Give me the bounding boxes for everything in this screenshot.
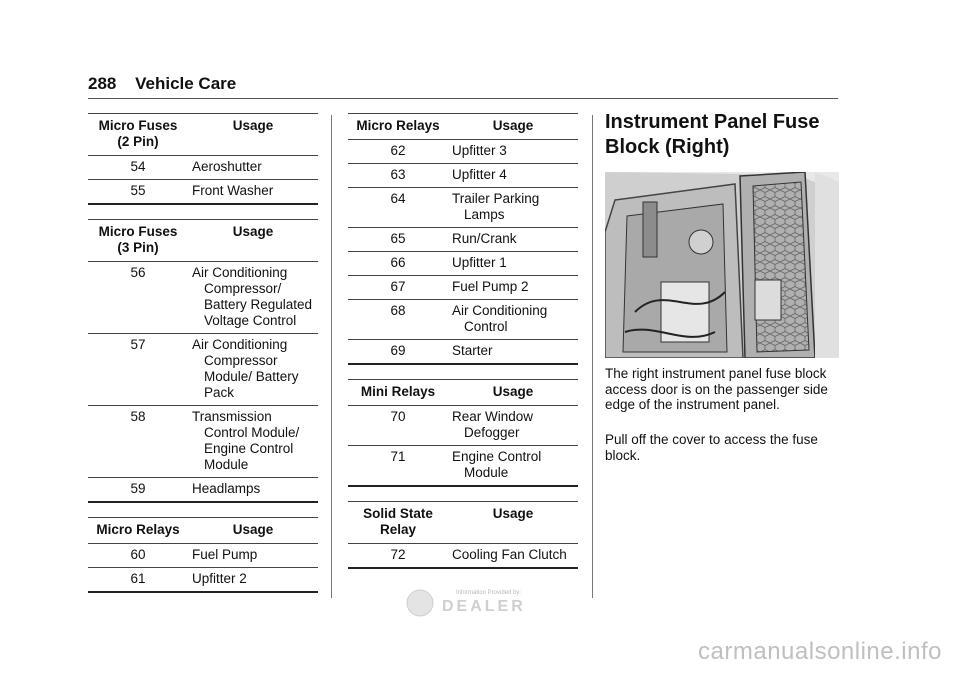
fuse-usage: Starter: [448, 340, 578, 365]
section-title: Vehicle Care: [135, 74, 237, 93]
table-row: [88, 156, 318, 180]
watermark-caption: Information Provided by:: [456, 590, 522, 596]
section-heading: Instrument Panel Fuse Block (Right): [605, 111, 820, 158]
fuse-block-photo: [605, 172, 839, 358]
table-row: [348, 276, 578, 300]
table-header-cell: Usage: [448, 380, 578, 406]
table-row: [348, 544, 578, 569]
fuse-number: 56: [88, 262, 188, 334]
table-row: [88, 544, 318, 568]
table-row: [88, 262, 318, 334]
fuse-number: 72: [348, 544, 448, 569]
fuse-usage: Aeroshutter: [188, 156, 318, 180]
page-number: 288: [88, 74, 117, 93]
table-row: [348, 340, 578, 365]
fuse-table: [88, 219, 318, 503]
table-header-cell: Usage: [188, 220, 318, 262]
fuse-usage: Fuel Pump 2: [448, 276, 578, 300]
column-middle: [348, 113, 578, 583]
table-header-cell: Micro Fuses (3 Pin): [88, 220, 188, 262]
fuse-number: 64: [348, 188, 448, 228]
table-header-cell: Usage: [448, 114, 578, 140]
fuse-number: 71: [348, 446, 448, 487]
fuse-number: 70: [348, 406, 448, 446]
fuse-usage: Headlamps: [188, 478, 318, 503]
fuse-table: [348, 113, 578, 365]
fuse-usage: Air Conditioning Control: [448, 300, 578, 340]
table-row: [348, 252, 578, 276]
table-row: [348, 164, 578, 188]
table-row: [88, 406, 318, 478]
table-row: [88, 334, 318, 406]
table-row: [348, 228, 578, 252]
fuse-number: 65: [348, 228, 448, 252]
paragraph: Pull off the cover to access the fuse block.: [605, 432, 818, 463]
paragraph: The right instrument panel fuse block access door is on the passenger side edge of the instrument panel.: [605, 366, 828, 412]
fuse-number: 61: [88, 568, 188, 593]
column-divider: [331, 115, 332, 598]
fuse-number: 66: [348, 252, 448, 276]
fuse-usage: Front Washer: [188, 180, 318, 205]
fuse-usage: Upfitter 2: [188, 568, 318, 593]
header-rule: [88, 98, 838, 99]
fuse-usage: Air Conditioning Compressor/ Battery Regulated Voltage Control: [188, 262, 318, 334]
table-row: [88, 180, 318, 205]
fuse-usage: Cooling Fan Clutch: [448, 544, 578, 569]
table-row: [348, 406, 578, 446]
fuse-table: [348, 501, 578, 569]
fuse-number: 63: [348, 164, 448, 188]
table-header-cell: Micro Fuses (2 Pin): [88, 114, 188, 156]
table-header-cell: Mini Relays: [348, 380, 448, 406]
fuse-number: 62: [348, 140, 448, 164]
table-row: [348, 300, 578, 340]
fuse-usage: Upfitter 3: [448, 140, 578, 164]
fuse-number: 55: [88, 180, 188, 205]
site-watermark: carmanualsonline.info: [698, 638, 942, 665]
table-header-cell: Solid State Relay: [348, 502, 448, 544]
table-row: [348, 188, 578, 228]
table-row: [88, 478, 318, 503]
fuse-table: [88, 517, 318, 593]
table-row: [348, 140, 578, 164]
fuse-number: 67: [348, 276, 448, 300]
fuse-number: 68: [348, 300, 448, 340]
table-header-cell: Usage: [188, 518, 318, 544]
fuse-number: 69: [348, 340, 448, 365]
fuse-usage: Upfitter 4: [448, 164, 578, 188]
table-header-cell: Usage: [188, 114, 318, 156]
table-row: [88, 568, 318, 593]
column-divider: [592, 115, 593, 598]
table-header-cell: Micro Relays: [88, 518, 188, 544]
fuse-number: 54: [88, 156, 188, 180]
right-section: [605, 110, 840, 160]
fuse-usage: Air Conditioning Compressor Module/ Battery Pack: [188, 334, 318, 406]
fuse-usage: Trailer Parking Lamps: [448, 188, 578, 228]
fuse-usage: Rear Window Defogger: [448, 406, 578, 446]
table-row: [348, 446, 578, 487]
fuse-usage: Upfitter 1: [448, 252, 578, 276]
watermark-brand: DEALER: [442, 598, 526, 615]
column-left: [88, 113, 318, 607]
page-header: [88, 74, 236, 94]
fuse-table: [88, 113, 318, 205]
fuse-usage: Run/Crank: [448, 228, 578, 252]
fuse-usage: Fuel Pump: [188, 544, 318, 568]
fuse-number: 58: [88, 406, 188, 478]
fuse-usage: Engine Control Module: [448, 446, 578, 487]
fuse-number: 57: [88, 334, 188, 406]
watermark-logo-icon: [407, 590, 433, 616]
fuse-number: 59: [88, 478, 188, 503]
fuse-usage: Transmission Control Module/ Engine Control Module: [188, 406, 318, 478]
fuse-table: [348, 379, 578, 487]
dealer-watermark: [400, 584, 550, 620]
table-header-cell: Micro Relays: [348, 114, 448, 140]
fuse-number: 60: [88, 544, 188, 568]
table-header-cell: Usage: [448, 502, 578, 544]
